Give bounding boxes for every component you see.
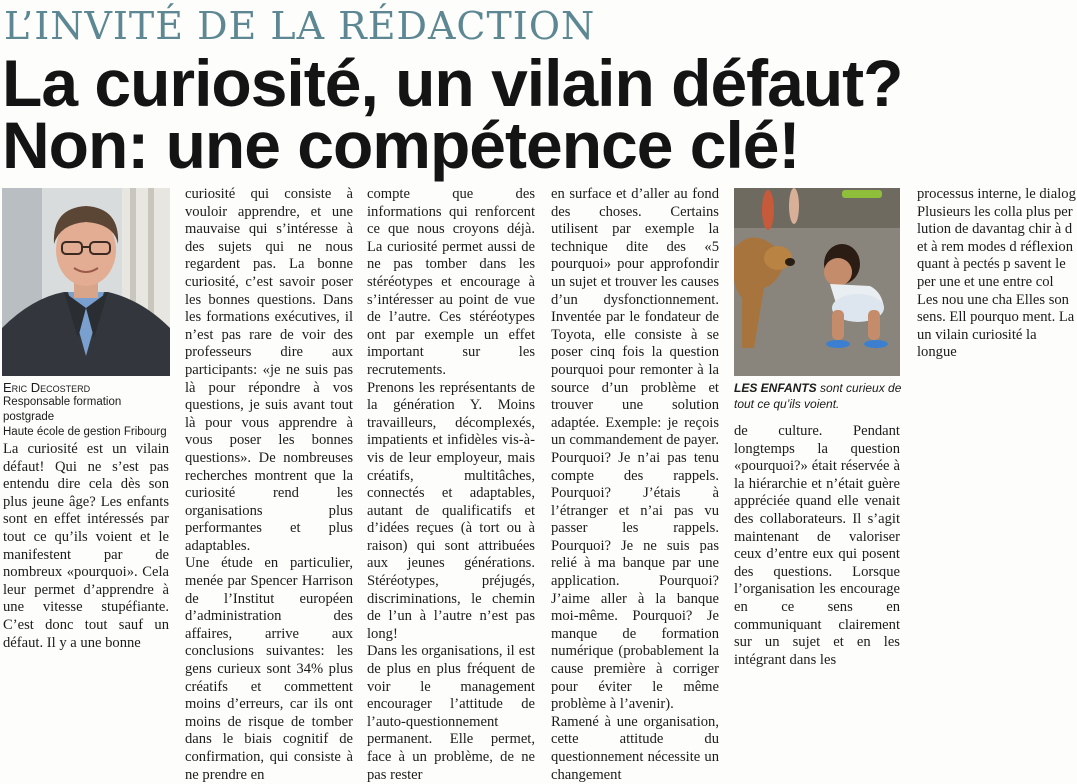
article-column-1 (3, 441, 169, 651)
rubric-title: L’INVITÉ DE LA RÉDACTION (4, 4, 596, 48)
author-institution: Haute école de gestion Fribourg (3, 426, 167, 438)
author-role: Responsable formation postgrade (3, 396, 122, 423)
article-paragraph: de culture. Pendant longtemps la question «pourquoi?» était réservée à la hiérarchie et n’était guère appréciée quand elle venait des collaborateurs. Il s’agit maintenant de valoriser ceux d’entre eux qui posent des questions. Lorsque l’organisation les encourage en ce sens en communiquant clairement sur un sujet et en les intégrant dans les (734, 423, 900, 668)
photo-caption-text: sont curieux de tout ce qu’ils voient. (734, 381, 902, 411)
article-paragraph: Ramené à une organisation, cette attitude du questionnement nécessite un changement (551, 713, 719, 783)
child-dog-photo (734, 188, 900, 376)
photo-caption (734, 380, 904, 412)
article-paragraph: Dans les organisations, il est de plus en plus fréquent de voir le management encourager l’attitude de l’auto-questionnement permanent. Elle permet, face à un problème, de ne pas rester (367, 643, 535, 783)
article-column-5 (734, 423, 900, 668)
article-paragraph: La curiosité est un vilain défaut! Qui ne s’est pas entendu dire cela dès son plus jeune âge? Les enfants sont en effet intéressés par tout ce qu’ils voient et le manifestent par de nombreux «pourquoi». Cela leur permet d’apprendre à une vitesse stupéfiante. C’est donc tout sauf un défaut. Il y a une bonne (3, 441, 169, 651)
article-paragraph: en surface et d’aller au fond des choses. Certains utilisent par exemple la technique dite des «5 pourquoi» pour approfondir un sujet et trouver les causes d’un dysfonctionnement. Inventée par le fondateur de Toyota, elle consiste à se poser cinq fois la question pourquoi pour remonter à la source d’un problème et trouver une solution adaptée. Exemple: je reçois un commandement de payer. Pourquoi? Je n’ai pas tenu compte des rappels. Pourquoi? J’étais à l’étranger et n’ai pas vu passer les rappels. Pourquoi? Je ne suis pas relié à ma banque par une application. Pourquoi? J’aime aller à la banque moi-même. Pourquoi? Je manque de formation numérique (probablement la cause première à corriger pour éviter le même problème à l’avenir). (551, 186, 719, 713)
article-column-3 (367, 186, 535, 783)
article-paragraph: Prenons les représentants de la génération Y. Moins travailleurs, décomplexés, impatients et infidèles vis-à-vis de leur employeur, mais créatifs, multitâches, connectés et adaptables, autant de qualificatifs et d’idées reçues (à tort ou à raison) qui sont attribuées aux jeunes générations. Stéréotypes, préjugés, discriminations, le chemin de l’un à l’autre n’est pas long! (367, 379, 535, 642)
headline-line-1: La curiosité, un vilain défaut? (2, 46, 903, 120)
article-paragraph: compte que des informations qui renforcent ce que nous croyons déjà. La curiosité permet aussi de ne pas tomber dans les stéréotypes et encourage à s’intéresser au point de vue de l’autre. Ces stéréotypes ont par exemple un effet important sur les recrutements. (367, 186, 535, 378)
article-column-6-partial (917, 186, 1076, 600)
article-paragraph: curiosité qui consiste à vouloir apprendre, et une mauvaise qui s’intéresse à des sujets qui ne nous regardent pas. La bonne curiosité, c’est savoir poser les bonnes questions. Dans les formations exécutives, il n’est pas rare de voir des professeurs dire aux participants: «je ne suis pas là pour répondre à vos questions, je suis avant tout là pour vous apprendre à vous poser les bonnes questions». De nombreuses recherches montrent que la curiosité rend les organisations plus performantes et plus adaptables. (185, 186, 353, 554)
headline-line-2: Non: une compétence clé! (2, 108, 800, 182)
photo-caption-lead: LES ENFANTS (734, 381, 817, 395)
author-portrait (2, 188, 170, 376)
author-name: Eric Decosterd (3, 380, 91, 395)
article-column-4 (551, 186, 719, 783)
article-paragraph: Une étude en particulier, menée par Spencer Harrison de l’Institut européen d’administration des affaires, arrive aux conclusions suivantes: les gens curieux sont 34% plus créatifs et commettent moins d’erreurs, car ils ont moins de risque de tomber dans le biais cognitif de confirmation, qui consiste à ne prendre en (185, 555, 353, 783)
author-caption (3, 380, 171, 440)
article-column-2 (185, 186, 353, 783)
article-paragraph: processus interne, le dialog Plusieurs les colla plus per lution de davantag chir à d et à rem modes d réflexion quant à pectés p savent le per une et une entre col Les nou une cha Elles son sens. Ell pourquo ment. La un vilain curiosité la longue (917, 186, 1076, 361)
